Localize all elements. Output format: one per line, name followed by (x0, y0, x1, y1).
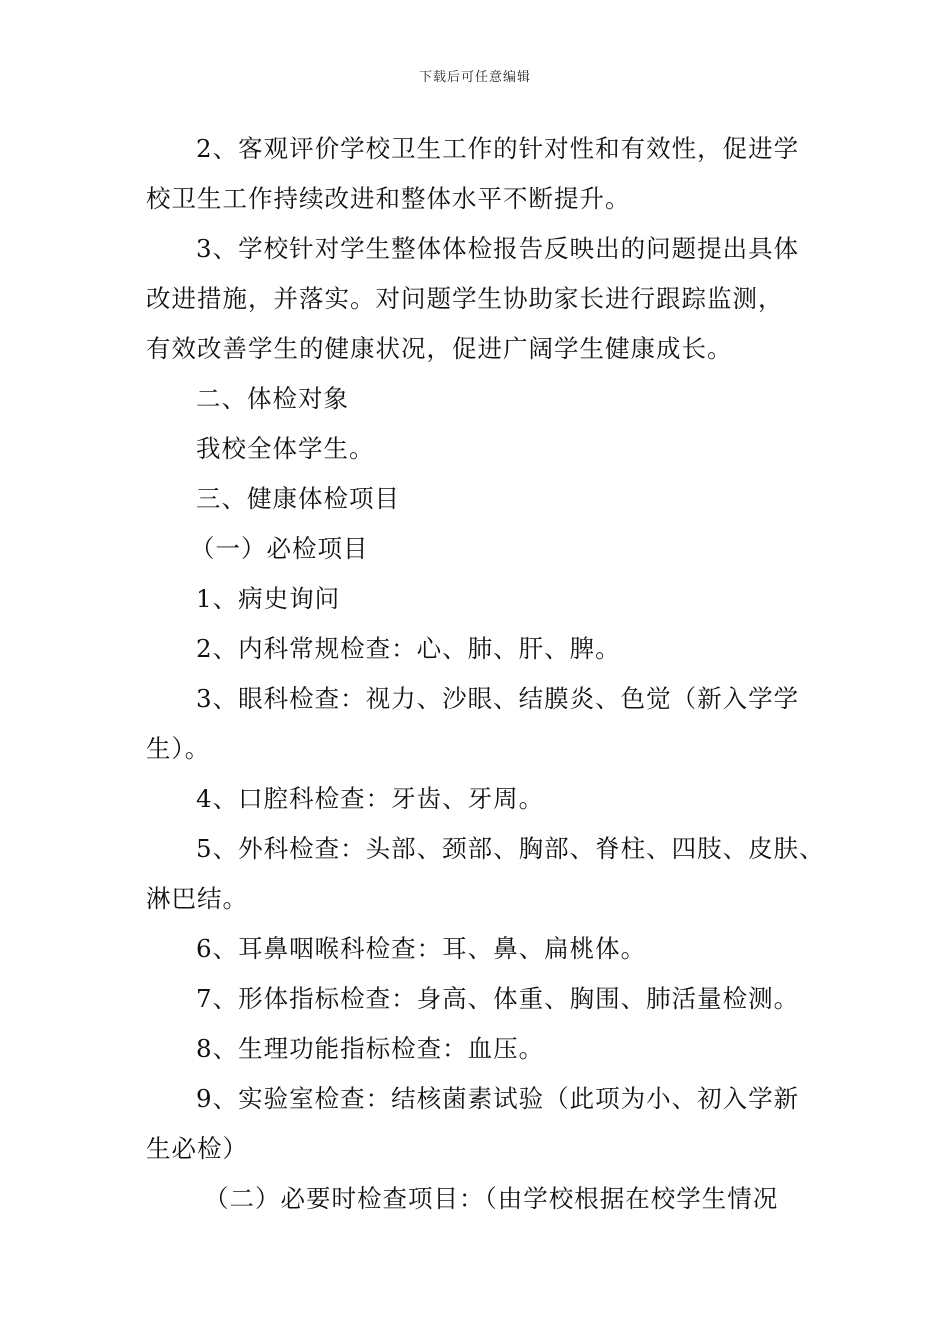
list-item: 5、外科检查：头部、颈部、胸部、脊柱、四肢、皮肤、 (196, 834, 825, 863)
list-item: 6、耳鼻咽喉科检查：耳、鼻、扁桃体。 (196, 934, 647, 963)
paragraph-line: 改进措施，并落实。对问题学生协助家长进行跟踪监测， (146, 284, 784, 313)
paragraph-line: 我校全体学生。 (196, 434, 375, 463)
page-header: 下载后可任意编辑 (418, 70, 531, 85)
list-item: 7、形体指标检查：身高、体重、胸围、肺活量检测。 (196, 984, 800, 1013)
paragraph-line: 有效改善学生的健康状况，促进广阔学生健康成长。 (146, 334, 733, 363)
paragraph-line: 2、客观评价学校卫生工作的针对性和有效性，促进学 (196, 134, 800, 163)
section-heading: 二、体检对象 (196, 384, 349, 413)
list-item: 4、口腔科检查：牙齿、牙周。 (196, 784, 545, 813)
list-item: 1、病史询问 (196, 584, 341, 613)
subsection-heading: （一）必检项目 (190, 534, 369, 563)
section-heading: 三、健康体检项目 (196, 484, 400, 513)
document-body (146, 124, 825, 1224)
list-item: 8、生理功能指标检查：血压。 (196, 1034, 545, 1063)
list-item-continuation: 淋巴结。 (146, 884, 248, 913)
list-item: 2、内科常规检查：心、肺、肝、脾。 (196, 634, 621, 663)
list-item-continuation: 生必检） (146, 1134, 248, 1163)
paragraph-line: 3、学校针对学生整体体检报告反映出的问题提出具体 (196, 234, 800, 263)
list-item-continuation: 生）。 (146, 734, 211, 763)
paragraph-line: 校卫生工作持续改进和整体水平不断提升。 (146, 184, 631, 213)
list-item: 3、眼科检查：视力、沙眼、结膜炎、色觉（新入学学 (196, 684, 800, 713)
list-item: 9、实验室检查：结核菌素试验（此项为小、初入学新 (196, 1084, 800, 1113)
subsection-heading: （二）必要时检查项目：（由学校根据在校学生情况 (204, 1184, 779, 1213)
